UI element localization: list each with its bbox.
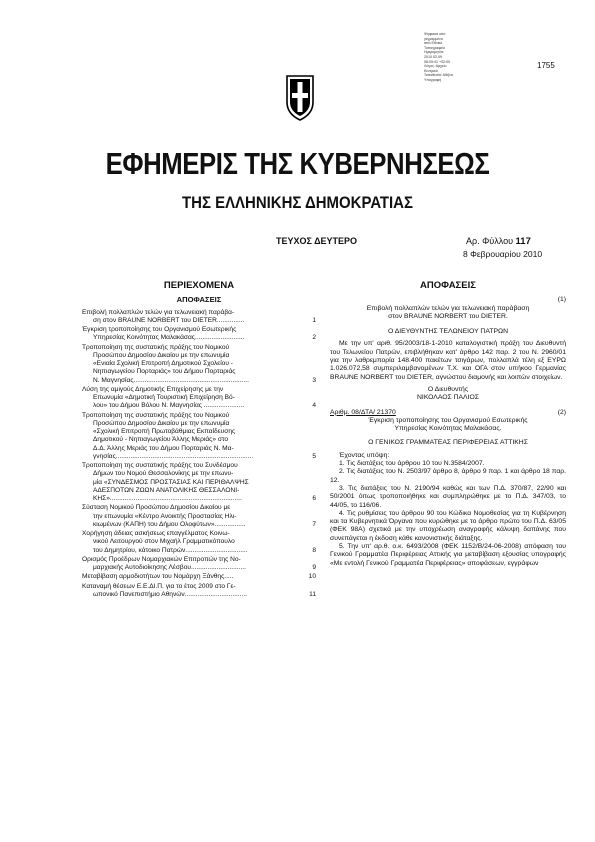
toc-entry-page: 1 [312, 316, 316, 324]
toc-entry-line: Προσώπου Δημοσίου Δικαίου με την επωνυμία [93, 419, 230, 427]
toc-entry-text [82, 412, 302, 462]
decision-2-paragraph: 2. Τις διατάξεις του Ν. 2503/97 άρθρο 8, άρθρο 9 παρ. 1 και άρθρο 18 παρ. 12. [330, 468, 566, 484]
toc-entry-text [82, 309, 302, 326]
decisions-heading: ΑΠΟΦΑΣΕΙΣ [420, 280, 476, 291]
stamp-line: Κεντρικό [424, 68, 438, 73]
toc-entry-line: Λύση της αμιγούς Δημοτικής Επιχείρησης με την [82, 385, 224, 393]
decision-2-paragraph: 3. Τις διατάξεις του Ν. 2190/94 καθώς και των Π.Δ. 370/87, 22/90 και 50/2001 όπως τροποποιήθηκε και συμπληρώθηκε με το Π.Δ. 347/03, το 44/05, το 116/06. [330, 484, 566, 509]
toc-entry-line: Μεταβίβαση αρμοδιοτήτων του Νομάρχη Ξάνθης..... [82, 573, 234, 581]
toc-entry-text [82, 504, 302, 529]
toc-entry-line: ΑΔΕΣΠΟΤΩΝ ΖΩΩΝ ΑΝΑΤΟΛΙΚΗΣ ΘΕΣΣΑΛΟΝΙ- [93, 486, 240, 494]
toc-entry-text [82, 583, 302, 600]
toc-entry-line: Έγκριση τροποποίησης του Οργανισμού Εσωτερικής [82, 326, 237, 333]
decision-2-paragraph: 5. Την υπ' αρ.θ. ο.κ. 6493/2008 (ΦΕΚ 1152/Β/24-06-2008) απόφαση του Γενικού Γραμματέα Περιφέρειας Αττικής για μεταβίβαση εξουσίας υπογραφής «Με εντολή Γενικού Γραμματέα Περιφέρειας» αποφάσεων, εγγράφων [330, 543, 566, 567]
toc-entry-page: 8 [312, 546, 316, 554]
toc-entry-page: 4 [312, 402, 316, 410]
toc-entry-line: Δημοτικού - Νηπιαγωγείου Άλλης Μεριάς» στο [93, 436, 229, 444]
toc-entry [82, 386, 316, 411]
toc-entry-line: κιωμένων (ΚΑΠΗ) του Δήμου Ολοφύτων»................. [93, 520, 246, 528]
decision-2-paragraph: 1. Τις διατάξεις του άρθρου 10 του Ν.3584/2007. [339, 460, 485, 468]
toc-entry-page: 7 [312, 520, 316, 528]
toc-entry-line: ση στον BRAUNE NORBERT του DIETER............... [93, 316, 245, 324]
decision-2-number: (2) [557, 408, 566, 416]
toc-list [82, 309, 316, 600]
toc-entry-line: Τροποποίηση της συστατικής πράξης του Νομικού [82, 343, 230, 351]
toc-entry [82, 326, 316, 343]
toc-entry-line: «Σχολική Επιτροπή Πρωτοβάθμιας Εκπαίδευσης [93, 428, 236, 435]
decision-2-intro: Έχοντας υπόψη: [339, 451, 390, 459]
coat-of-arms-icon [283, 74, 317, 122]
toc-entry-text [82, 386, 302, 411]
stamp-line: Λόγος: Αρχείο [424, 64, 447, 69]
toc-entry-line: Χορήγηση άδειας ασκήσεως επαγγέλματος Κοινω- [82, 530, 230, 537]
decision-2-ref: Αριθμ. 08/ΔΤΑ/ 21370 [330, 408, 396, 416]
digital-signature-stamp [424, 32, 484, 83]
toc-entry-line: ωπονικό Πανεπιστήμιο Αθηνών.................................. [93, 590, 247, 598]
toc-entry [82, 462, 316, 503]
decision-2-title-line: Έγκριση τροποποίησης του Οργανισμού Εσωτερικής [368, 416, 528, 424]
toc-entry [82, 309, 316, 326]
toc-entry-text [82, 462, 302, 503]
stamp-line: γεγραμμένο [424, 36, 443, 41]
toc-entry [82, 573, 316, 581]
toc-entry-line: «Ενιαία Σχολική Επιτροπή Δημοτικού Σχολείου - [93, 360, 233, 367]
stamp-line: Τοποθεσία: Αθήνα [424, 73, 453, 78]
toc-entry-page: 9 [312, 564, 316, 571]
toc-entry-line: ΚΗΣ»........................................................................ [93, 495, 242, 502]
toc-entry-line: Δ.Δ. Άλλης Μεριάς του Δήμου Πορταριάς Ν. Μα- [93, 444, 234, 452]
toc-entry-line: Ν. Μαγνησίας............................................................... [93, 376, 249, 384]
stamp-line: από Εθνικό [424, 41, 443, 46]
toc-entry-text [82, 556, 302, 573]
decision-2-header [330, 409, 566, 417]
sheet-number [466, 236, 531, 247]
issue-date: 8 Φεβρουαρίου 2010 [463, 249, 543, 259]
decision-1-authority: Ο ΔΙΕΥΘΥΝΤΗΣ ΤΕΛΩΝΕΙΟΥ ΠΑΤΡΩΝ [387, 328, 509, 336]
stamp-line: 2010.02.09 [424, 54, 442, 59]
decision-1-title-line: Επιβολή πολλαπλών τελών για τελωνειακή παράβαση [366, 304, 530, 312]
toc-entry-line: Υπηρεσίας Κοινότητας Μαλακάσας........................... [93, 334, 245, 342]
toc-entry-line: Ορισμός Προέδρων Νομαρχιακών Επιτροπών της Νο- [82, 555, 241, 563]
toc-entry-line: Επιβολή πολλαπλών τελών για τελωνειακή παράβα- [82, 308, 235, 316]
toc-entry-line: Δήμων του Νομού Θεσσαλονίκης με την επωνυ- [93, 470, 234, 478]
toc-entry-line: Καταναμή θέσεων Ε.Ε.ΔΙ.Π. για το έτος 2009 στο Γε- [82, 582, 236, 590]
stamp-line: Ψηφιακά υπο [424, 32, 446, 36]
decision-1-body: Με την υπ' αριθ. 95/2003/18-1-2010 καταλογιστική πράξη του Διευθυντή του Τελωνείου Πατρών, επιβλήθηκαν κατ' άρθρο 142 παρ. 2 του Ν. 2960/01 για την λαθρεμπορία 148.400 πακέτων τσιγάρων, πολλαπλά τέλη εξ ΕΥΡΩ 1.026.072,58 συμπεριλαμβανομένων Τ.Χ. και ΟΓΑ στον υπήκοο Γερμανίας BRAUNE NORBERT του DIETER, αγνώστου διαμονής και λοιπών στοιχείων. [330, 340, 566, 381]
decision-1-signer-name: ΝΙΚΟΛΑΟΣ ΠΑΛΙΟΣ [417, 394, 479, 402]
toc-entry-line: την επωνυμία «Κέντρο Ανοικτής Προστασίας Ηλι- [93, 512, 237, 520]
toc-entry-page: 5 [312, 452, 316, 460]
toc-entry-line: νικού Λειτουργού στον Μιχαήλ Γραμματικόπουλο [93, 538, 235, 546]
table-of-contents [82, 282, 316, 600]
toc-subheading: ΑΠΟΦΑΣΕΙΣ [176, 295, 222, 305]
toc-heading: ΠΕΡΙΕΧΟΜΕΝΑ [163, 280, 235, 291]
toc-entry-line: Επωνυμία «Δημοτική Τουριστική Επιχείρηση Βό- [93, 394, 235, 401]
stamp-line: 08:09:41 +02:00 [424, 59, 451, 64]
toc-entry [82, 412, 316, 462]
gazette-title: ΕΦΗΜΕΡΙΣ ΤΗΣ ΚΥΒΕΡΝΗΣΕΩΣ [105, 146, 490, 181]
toc-entry-text [82, 344, 302, 385]
toc-entry-text [82, 573, 302, 581]
sheet-label: Αρ. Φύλλου [466, 236, 514, 246]
stamp-line: Τυπογραφείο [424, 45, 445, 50]
toc-entry-page: 3 [312, 376, 316, 384]
decisions-column [330, 282, 566, 568]
toc-entry-line: του Δημητρίου, κάτοικο Πατρών.................................. [93, 546, 248, 554]
page-number: 1755 [537, 61, 555, 70]
toc-entry-page: 11 [309, 590, 316, 598]
decision-1-title-line: στον BRAUNE NORBERT του DIETER. [388, 312, 508, 320]
decision-1-number: (1) [557, 296, 566, 304]
decision-2-authority: Ο ΓΕΝΙΚΟΣ ΓΡΑΜΜΑΤΕΑΣ ΠΕΡΙΦΕΡΕΙΑΣ ΑΤΤΙΚΗΣ [368, 439, 528, 447]
decision-2-title-line: Υπηρεσίας Κοινότητας Μαλακάσας. [394, 425, 502, 433]
decision-1-signer-role: Ο Διευθυντής [427, 385, 469, 393]
stamp-line: Υπογραφή [424, 77, 442, 82]
toc-entry [82, 583, 316, 600]
toc-entry [82, 504, 316, 529]
toc-entry-line: μαρχιακής Αυτοδιοίκησης Λέσβου.............................. [93, 564, 246, 571]
toc-entry-text [82, 530, 302, 555]
toc-entry-line: γνησίας........................................................................... [93, 452, 254, 460]
gazette-subtitle: ΤΗΣ ΕΛΛΗΝΙΚΗΣ ΔΗΜΟΚΡΑΤΙΑΣ [182, 193, 413, 212]
stamp-line: Ημερομηνία: [424, 50, 445, 55]
toc-entry [82, 344, 316, 385]
toc-entry-line: λου» του Δήμου Βόλου Ν. Μαγνησίας ...................... [93, 402, 245, 410]
toc-entry-line: Σύσταση Νομικού Προσώπου Δημοσίου Δικαίου με [82, 504, 231, 512]
decision-2-paragraph: 4. Τις ρυθμίσεις του άρθρου 90 του Κώδικα Νομοθεσίας για τη Κυβέρνηση και τα Κυβερνητικά Όργανα που κυρώθηκε με το άρθρο πρώτο του Π.Δ. 63/05 (ΦΕΚ 98Α) σχετικά με την υποχρέωση αναγραφής κάλυψη δαπάνης που συνεπάγεται η έκδοση κάθε κανονιστικής διάταξης. [330, 509, 566, 542]
toc-entry-page: 2 [312, 334, 316, 342]
sheet-value: 117 [515, 236, 531, 247]
toc-entry [82, 556, 316, 573]
toc-entry [82, 530, 316, 555]
toc-entry-page: 6 [312, 495, 316, 502]
toc-entry-line: μία «ΣΥΝΔΕΣΜΟΣ ΠΡΟΣΤΑΣΙΑΣ ΚΑΙ ΠΕΡΙΘΑΛΨΗΣ [93, 478, 249, 486]
issue-series: ΤΕΥΧΟΣ ΔΕΥΤΕΡΟ [276, 236, 358, 246]
toc-entry-line: Προσώπου Δημοσίου Δικαίου με την επωνυμία [93, 351, 230, 359]
toc-entry-line: Τροποποίηση της συστατικής πράξης του Νομικού [82, 411, 230, 419]
toc-entry-line: Νηπιαγωγείου Πορταριάς» του Δήμου Πορταριάς [93, 368, 236, 376]
toc-entry-line: Τροποποίηση της συστατικής πράξης του Συνδέσμου [82, 462, 238, 469]
toc-entry-page: 10 [308, 573, 316, 581]
toc-entry-text [82, 326, 302, 343]
